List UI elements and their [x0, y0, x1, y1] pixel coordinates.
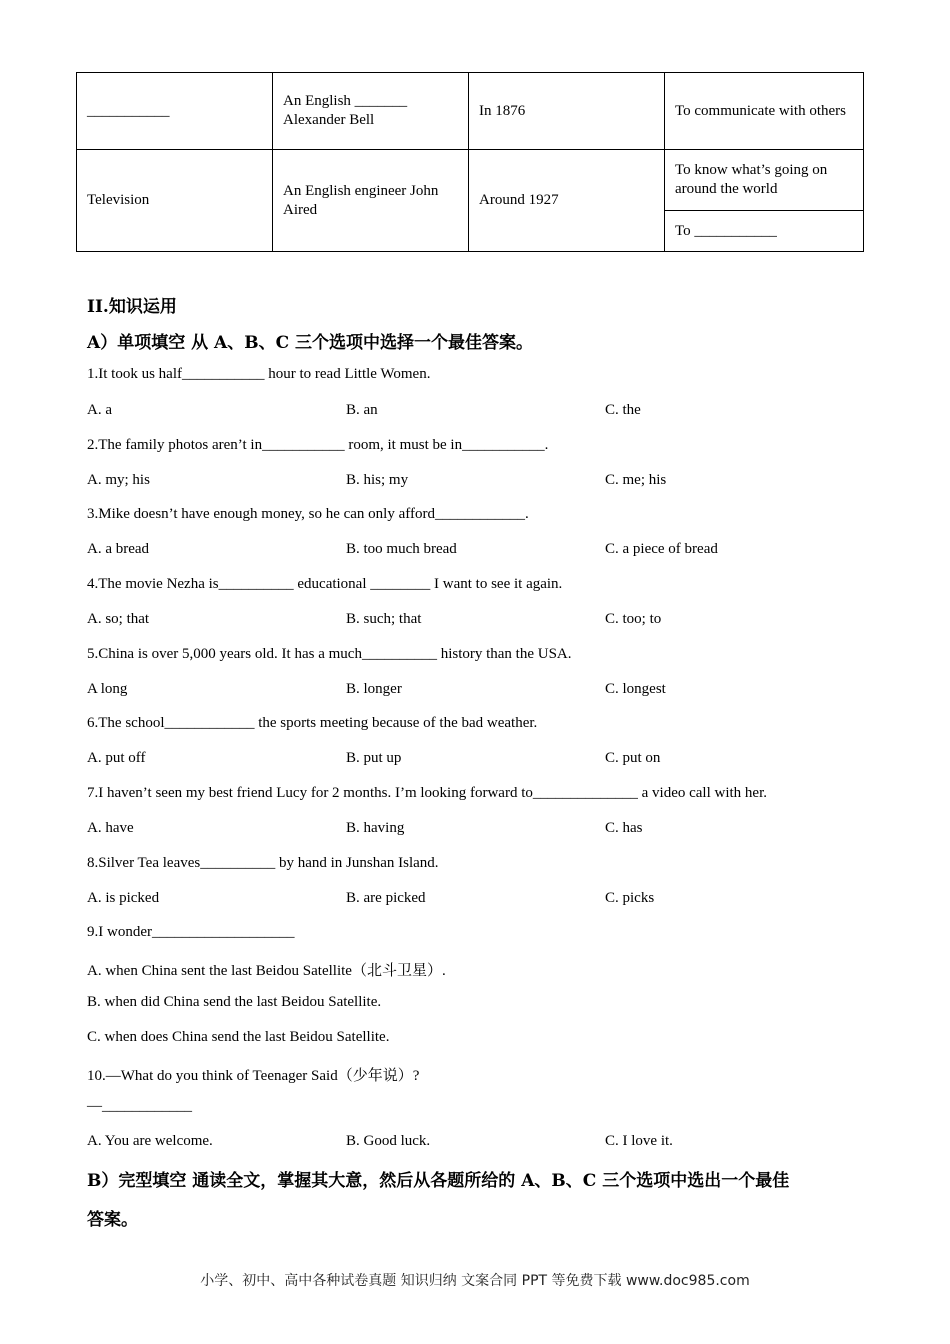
option-a: A. a bread: [87, 541, 150, 557]
option-c: C. me; his: [605, 472, 667, 488]
option-a: A long: [87, 681, 128, 697]
page-footer: 小学、初中、高中各种试卷真题 知识归纳 文案合同 PPT 等免费下载 www.doc985.com: [200, 1273, 750, 1289]
option-b: B. too much bread: [346, 541, 457, 557]
option-a: A. my; his: [87, 472, 150, 488]
table-cell: To communicate with others: [665, 73, 864, 150]
option-a: A. put off: [87, 750, 146, 766]
option-a: A. when China sent the last Beidou Satellite（北斗卫星）.: [87, 963, 446, 979]
table-cell: An English _______ Alexander Bell: [273, 73, 469, 150]
option-b: B. an: [346, 402, 378, 418]
table-cell: To know what’s going on around the world: [665, 150, 864, 211]
question-text: 5.China is over 5,000 years old. It has a much__________ history than the USA.: [87, 646, 572, 662]
option-a: A. You are welcome.: [87, 1133, 213, 1149]
question-text: 1.It took us half___________ hour to read Little Women.: [87, 366, 431, 382]
option-c: C. a piece of bread: [605, 541, 718, 557]
option-b: B. his; my: [346, 472, 409, 488]
option-a: A. a: [87, 402, 112, 418]
table-row: [77, 150, 864, 211]
option-b: B. longer: [346, 681, 402, 697]
part-a-heading: A）单项填空 从 A、B、C 三个选项中选择一个最佳答案。: [87, 333, 534, 353]
question-text: 2.The family photos aren’t in___________ room, it must be in___________.: [87, 437, 549, 453]
question-text: 8.Silver Tea leaves__________ by hand in Junshan Island.: [87, 855, 439, 871]
question-text: 6.The school____________ the sports meeting because of the bad weather.: [87, 715, 538, 731]
question-text: 4.The movie Nezha is__________ educational ________ I want to see it again.: [87, 576, 563, 592]
option-c: C. put on: [605, 750, 661, 766]
option-b: B. when did China send the last Beidou Satellite.: [87, 994, 382, 1010]
inventions-table: [76, 72, 864, 252]
question-text: 7.I haven’t seen my best friend Lucy for 2 months. I’m looking forward to______________ a video call with her.: [87, 785, 767, 801]
option-a: A. so; that: [87, 611, 150, 627]
table-cell: An English engineer John Aired: [273, 150, 469, 252]
option-c: C. when does China send the last Beidou Satellite.: [87, 1029, 390, 1045]
table-cell: To ___________: [665, 211, 864, 252]
question-text: 3.Mike doesn’t have enough money, so he can only afford____________.: [87, 506, 529, 522]
table-cell: ___________: [77, 73, 273, 150]
option-a: A. is picked: [87, 890, 160, 906]
question-text: 9.I wonder___________________: [87, 924, 295, 940]
table-row: [77, 73, 864, 150]
table-cell: Around 1927: [469, 150, 665, 252]
option-c: C. picks: [605, 890, 655, 906]
part-b-heading: B）完型填空 通读全文，掌握其大意，然后从各题所给的 A、B、C 三个选项中选出一个最佳: [87, 1171, 790, 1191]
option-b: B. having: [346, 820, 405, 836]
part-b-heading-cont: 答案。: [87, 1210, 138, 1230]
table-cell: Television: [77, 150, 273, 252]
option-b: B. put up: [346, 750, 402, 766]
option-b: B. Good luck.: [346, 1133, 431, 1149]
question-text: 10.—What do you think of Teenager Said（少年说）?: [87, 1068, 420, 1084]
option-c: C. the: [605, 402, 641, 418]
option-c: C. too; to: [605, 611, 662, 627]
answer-blank: —____________: [87, 1098, 192, 1114]
option-b: B. are picked: [346, 890, 426, 906]
section-title: II.知识运用: [87, 297, 177, 317]
option-b: B. such; that: [346, 611, 422, 627]
table-cell: In 1876: [469, 73, 665, 150]
option-c: C. I love it.: [605, 1133, 673, 1149]
option-a: A. have: [87, 820, 134, 836]
option-c: C. has: [605, 820, 643, 836]
option-c: C. longest: [605, 681, 666, 697]
